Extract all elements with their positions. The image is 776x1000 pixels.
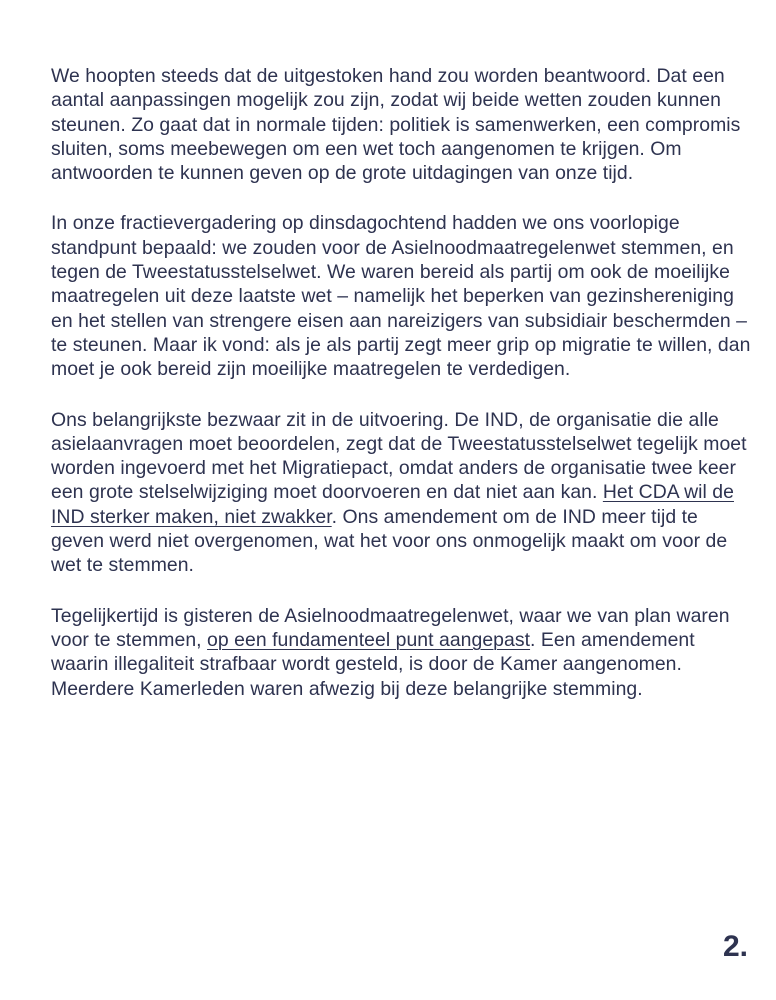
paragraph-3-text-before: Ons belangrijkste bezwaar zit in de uitvoering. De IND, de organisatie die alle asielaanvragen moet beoordelen, zegt dat de Tweestatusstelselwet tegelijk moet worden ingevoerd met het Migratiepact, omdat anders de organisatie twee keer een grote stelselwijziging moet doorvoeren en dat niet aan kan.: [51, 408, 747, 504]
page-number: 2.: [722, 930, 748, 963]
paragraph-4: [51, 604, 751, 701]
paragraph-3: [51, 408, 751, 578]
document-body: [51, 64, 751, 727]
fundamental-point-link[interactable]: op een fundamenteel punt aangepast: [207, 628, 531, 651]
paragraph-1-text: We hoopten steeds dat de uitgestoken hand zou worden beantwoord. Dat een aantal aanpassingen mogelijk zou zijn, zodat wij beide wetten zouden kunnen steunen. Zo gaat dat in normale tijden: politiek is samenwerken, een compromis sluiten, soms meebewegen om een wet toch aangenomen te krijgen. Om antwoorden te kunnen geven op de grote uitdagingen van onze tijd.: [51, 65, 741, 185]
paragraph-4-text-before: Tegelijkertijd is gisteren de Asielnoodmaatregelenwet, waar we van plan waren voor te stemmen,: [51, 604, 730, 651]
paragraph-4-text-after: . Een amendement waarin illegaliteit strafbaar wordt gesteld, is door de Kamer aangenomen. Meerdere Kamerleden waren afwezig bij deze belangrijke stemming.: [51, 628, 695, 700]
paragraph-3-text-after: . Ons amendement om de IND meer tijd te geven werd niet overgenomen, wat het voor ons onmogelijk maakt om voor de wet te stemmen.: [51, 505, 728, 577]
paragraph-2: [51, 211, 751, 381]
paragraph-1: [51, 64, 751, 185]
cda-ind-link[interactable]: Het CDA wil de IND sterker maken, niet zwakker: [51, 481, 734, 528]
paragraph-2-text: In onze fractievergadering op dinsdagochtend hadden we ons voorlopige standpunt bepaald: we zouden voor de Asielnoodmaatregelenwet stemmen, en tegen de Tweestatusstelselwet. We waren bereid als partij om ook de moeilijke maatregelen uit deze laatste wet – namelijk het beperken van gezinshereniging en het stellen van strengere eisen aan nareizigers van subsidiair beschermden – te steunen. Maar ik vond: als je als partij zegt meer grip op migratie te willen, dan moet je ook bereid zijn moeilijke maatregelen te verdedigen.: [51, 212, 751, 381]
